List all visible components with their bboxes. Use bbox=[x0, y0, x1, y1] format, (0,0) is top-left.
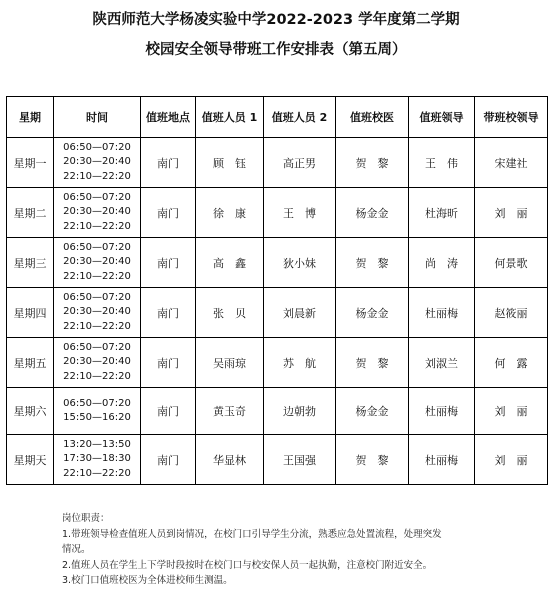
table-header-row bbox=[7, 97, 548, 138]
cell-doctor: 贺 黎 bbox=[336, 435, 409, 485]
table-row bbox=[7, 338, 548, 388]
cell-day: 星期五 bbox=[7, 338, 54, 388]
cell-leader: 刘淑兰 bbox=[409, 338, 475, 388]
header-location: 值班地点 bbox=[141, 97, 196, 138]
duty-schedule-table bbox=[6, 96, 548, 485]
table-row bbox=[7, 238, 548, 288]
header-staff1: 值班人员 1 bbox=[196, 97, 264, 138]
header-doctor: 值班校医 bbox=[336, 97, 409, 138]
cell-staff1: 高 鑫 bbox=[196, 238, 264, 288]
notes-line: 3.校门口值班校医为全体进校师生测温。 bbox=[62, 575, 233, 587]
cell-leader: 杜海昕 bbox=[409, 188, 475, 238]
cell-staff2: 高正男 bbox=[264, 138, 336, 188]
cell-staff1: 徐 康 bbox=[196, 188, 264, 238]
cell-leader: 尚 涛 bbox=[409, 238, 475, 288]
cell-doctor: 贺 黎 bbox=[336, 338, 409, 388]
time-slot: 20:30—20:40 bbox=[63, 306, 131, 318]
time-slot: 06:50—07:20 bbox=[63, 241, 131, 253]
cell-school-leader: 刘 丽 bbox=[475, 435, 548, 485]
notes-line: 2.值班人员在学生上下学时段按时在校门口与校安保人员一起执勤，注意校门附近安全。 bbox=[62, 559, 433, 571]
header-leader: 值班领导 bbox=[409, 97, 475, 138]
header-day: 星期 bbox=[7, 97, 54, 138]
cell-day: 星期六 bbox=[7, 388, 54, 435]
notes-heading: 岗位职责： bbox=[62, 513, 110, 524]
schedule-title-line1: 陕西师范大学杨凌实验中学2022-2023 学年度第二学期 bbox=[92, 12, 460, 28]
table-row bbox=[7, 388, 548, 435]
time-slot: 20:30—20:40 bbox=[63, 256, 131, 268]
cell-leader: 王 伟 bbox=[409, 138, 475, 188]
time-slot: 06:50—07:20 bbox=[63, 341, 131, 353]
time-slot: 22:10—22:20 bbox=[63, 370, 131, 382]
time-slot: 15:50—16:20 bbox=[63, 412, 131, 423]
cell-staff1: 张 贝 bbox=[196, 288, 264, 338]
time-slot: 17:30—18:30 bbox=[63, 453, 131, 465]
header-time: 时间 bbox=[54, 97, 141, 138]
time-slot: 22:10—22:20 bbox=[63, 320, 131, 332]
cell-staff2: 王国强 bbox=[264, 435, 336, 485]
cell-location: 南门 bbox=[141, 188, 196, 238]
cell-doctor: 贺 黎 bbox=[336, 138, 409, 188]
cell-day: 星期二 bbox=[7, 188, 54, 238]
cell-location: 南门 bbox=[141, 435, 196, 485]
cell-staff1: 顾 钰 bbox=[196, 138, 264, 188]
time-slot: 20:30—20:40 bbox=[63, 206, 131, 218]
time-slot: 06:50—07:20 bbox=[63, 397, 131, 409]
cell-doctor: 贺 黎 bbox=[336, 238, 409, 288]
time-slot: 22:10—22:20 bbox=[63, 467, 131, 479]
cell-time bbox=[54, 288, 141, 338]
header-staff2: 值班人员 2 bbox=[264, 97, 336, 138]
cell-leader: 杜丽梅 bbox=[409, 435, 475, 485]
cell-school-leader: 宋建社 bbox=[475, 138, 548, 188]
cell-time bbox=[54, 138, 141, 188]
time-slot: 06:50—07:20 bbox=[63, 291, 131, 303]
cell-day: 星期一 bbox=[7, 138, 54, 188]
time-slot: 22:10—22:20 bbox=[63, 170, 131, 182]
cell-time bbox=[54, 338, 141, 388]
cell-staff2: 苏 航 bbox=[264, 338, 336, 388]
cell-location: 南门 bbox=[141, 288, 196, 338]
table-row bbox=[7, 435, 548, 485]
header-school-leader: 带班校领导 bbox=[475, 97, 548, 138]
cell-school-leader: 何景歌 bbox=[475, 238, 548, 288]
cell-time bbox=[54, 188, 141, 238]
cell-location: 南门 bbox=[141, 138, 196, 188]
time-slot: 13:20—13:50 bbox=[63, 438, 131, 450]
time-slot: 20:30—20:40 bbox=[63, 156, 131, 168]
time-slot: 06:50—07:20 bbox=[63, 141, 131, 153]
table-row bbox=[7, 188, 548, 238]
cell-location: 南门 bbox=[141, 238, 196, 288]
cell-doctor: 杨金金 bbox=[336, 288, 409, 338]
time-slot: 22:10—22:20 bbox=[63, 220, 131, 232]
cell-day: 星期四 bbox=[7, 288, 54, 338]
time-slot: 20:30—20:40 bbox=[63, 356, 131, 368]
duty-notes bbox=[62, 511, 532, 589]
time-slot: 06:50—07:20 bbox=[63, 191, 131, 203]
cell-school-leader: 赵筱丽 bbox=[475, 288, 548, 338]
schedule-title-line2: 校园安全领导带班工作安排表（第五周） bbox=[145, 42, 407, 58]
cell-time bbox=[54, 388, 141, 435]
cell-time bbox=[54, 435, 141, 485]
cell-leader: 杜丽梅 bbox=[409, 288, 475, 338]
cell-staff2: 刘晨新 bbox=[264, 288, 336, 338]
cell-day: 星期三 bbox=[7, 238, 54, 288]
cell-school-leader: 刘 丽 bbox=[475, 388, 548, 435]
notes-line: 情况。 bbox=[62, 544, 91, 556]
cell-day: 星期天 bbox=[7, 435, 54, 485]
cell-location: 南门 bbox=[141, 338, 196, 388]
cell-doctor: 杨金金 bbox=[336, 388, 409, 435]
cell-staff2: 王 博 bbox=[264, 188, 336, 238]
cell-staff2: 狄小妹 bbox=[264, 238, 336, 288]
cell-staff2: 边朝勃 bbox=[264, 388, 336, 435]
notes-line: 1.带班领导检查值班人员到岗情况，在校门口引导学生分流，熟悉应急处置流程，处理突发 bbox=[62, 528, 442, 540]
cell-school-leader: 何 露 bbox=[475, 338, 548, 388]
cell-staff1: 吴雨琼 bbox=[196, 338, 264, 388]
cell-time bbox=[54, 238, 141, 288]
cell-staff1: 黄玉奇 bbox=[196, 388, 264, 435]
time-slot: 22:10—22:20 bbox=[63, 270, 131, 282]
cell-school-leader: 刘 丽 bbox=[475, 188, 548, 238]
table-row bbox=[7, 288, 548, 338]
cell-leader: 杜丽梅 bbox=[409, 388, 475, 435]
table-row bbox=[7, 138, 548, 188]
cell-staff1: 华显林 bbox=[196, 435, 264, 485]
cell-location: 南门 bbox=[141, 388, 196, 435]
cell-doctor: 杨金金 bbox=[336, 188, 409, 238]
